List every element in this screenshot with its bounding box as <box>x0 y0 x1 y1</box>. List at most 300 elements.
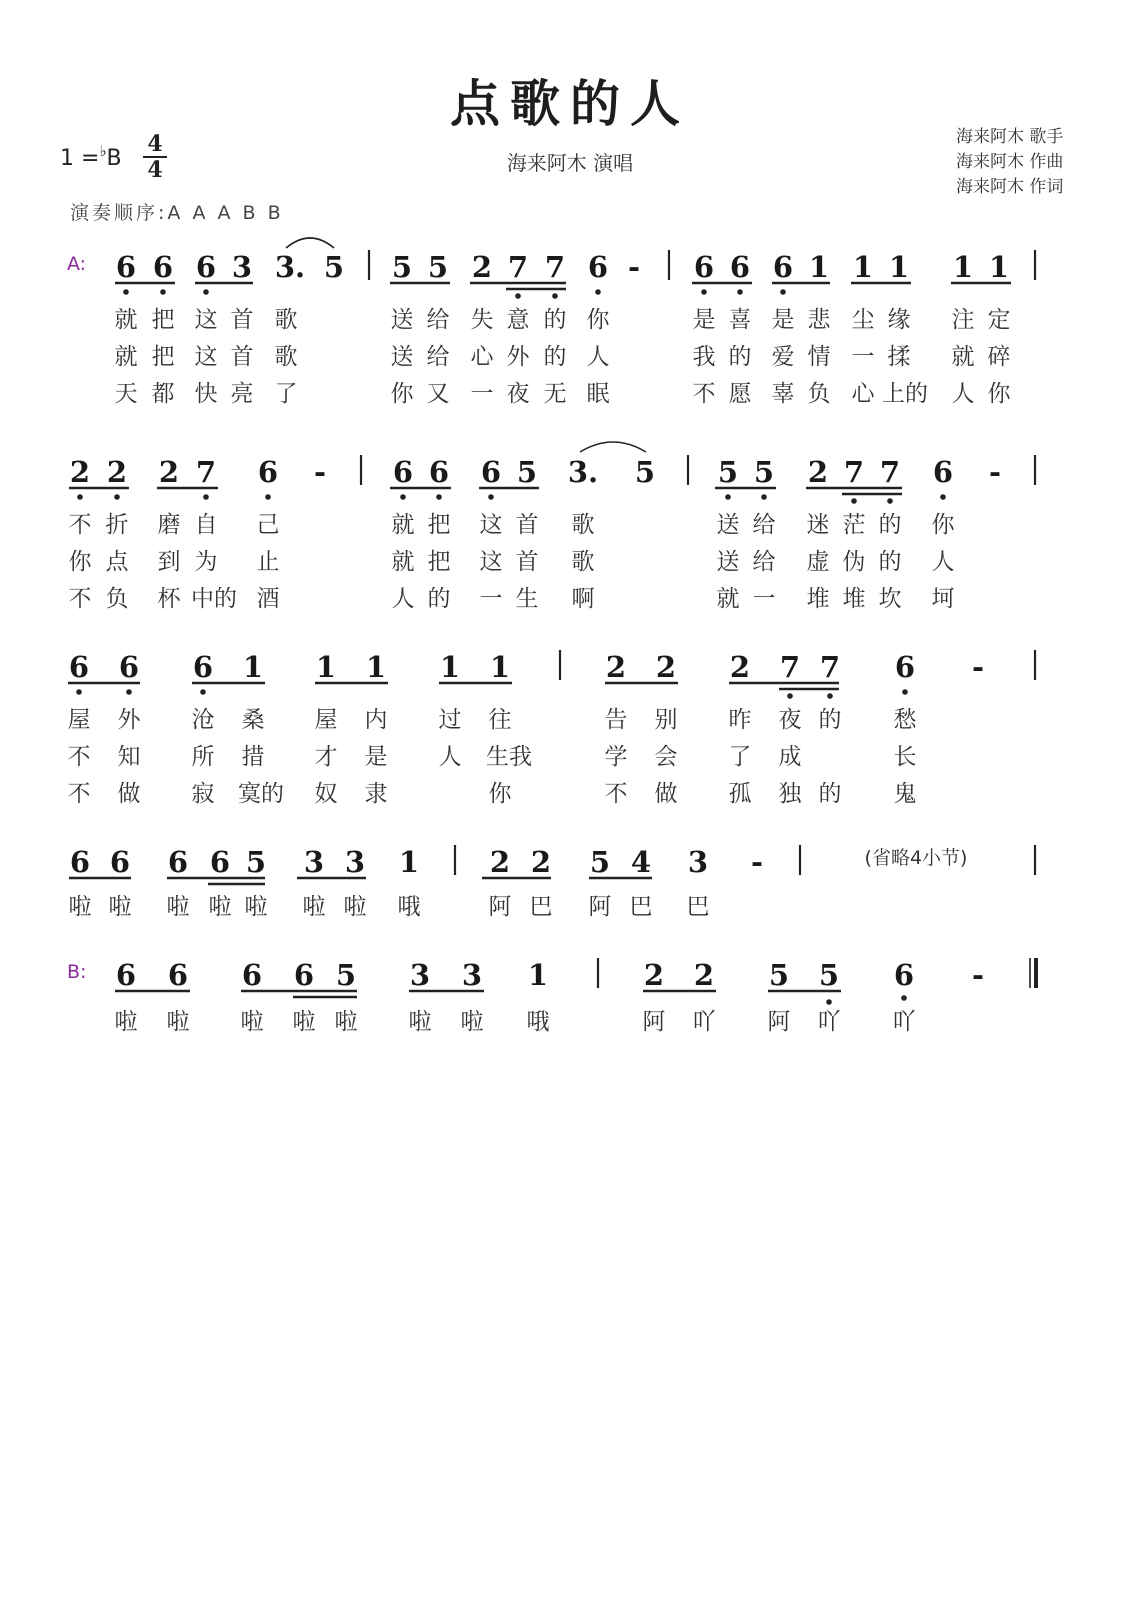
lyric: 磨 <box>157 512 181 538</box>
note: - <box>627 250 641 284</box>
lyric: 快 <box>194 381 218 407</box>
lyric: 杯 <box>157 586 181 612</box>
note: 7 <box>544 250 566 284</box>
lyric: 就 <box>951 344 975 370</box>
lyric: 负 <box>807 381 831 407</box>
lyric: 都 <box>151 381 175 407</box>
lyric: 就 <box>716 586 740 612</box>
octave-dot <box>595 289 601 295</box>
lyric: 情 <box>807 344 831 370</box>
note: 7 <box>819 650 841 684</box>
lyric: 注 <box>951 307 975 333</box>
octave-dot <box>265 494 271 500</box>
lyric: 不 <box>68 586 92 612</box>
octave-dot <box>436 494 442 500</box>
lyric: 就 <box>391 549 415 575</box>
lyric: 歌 <box>274 344 298 370</box>
octave-dot <box>887 498 893 504</box>
note: 3 <box>461 958 483 992</box>
note: 2 <box>489 845 511 879</box>
note: - <box>313 455 327 489</box>
note: 3 <box>687 845 709 879</box>
note: 6 <box>115 958 137 992</box>
lyric: 啦 <box>334 1009 358 1035</box>
key-note: B <box>106 146 122 171</box>
octave-dot <box>902 689 908 695</box>
lyric: 一 <box>479 586 503 612</box>
lyric: 啦 <box>208 894 232 920</box>
note: 6 <box>772 250 794 284</box>
lyric: 坎 <box>878 586 902 612</box>
lyric: 夜 <box>506 381 530 407</box>
lyric: 会 <box>654 744 678 770</box>
lyric: 了 <box>728 744 752 770</box>
note: 6 <box>587 250 609 284</box>
lyric: 到 <box>157 549 181 575</box>
lyric: 你 <box>586 307 610 333</box>
lyric: 巴 <box>529 894 553 920</box>
note: 3 <box>409 958 431 992</box>
octave-dot <box>851 498 857 504</box>
note: 6 <box>152 250 174 284</box>
lyric: 人 <box>931 549 955 575</box>
lyric: 定 <box>987 307 1011 333</box>
note: 6 <box>195 250 217 284</box>
lyric: 哦 <box>526 1009 550 1035</box>
octave-dot <box>826 999 832 1005</box>
octave-dot <box>901 995 907 1001</box>
lyric: 把 <box>151 307 175 333</box>
lyric: 生我 <box>486 744 532 770</box>
octave-dot <box>488 494 494 500</box>
lyric: 歌 <box>274 307 298 333</box>
lyric: 一 <box>752 586 776 612</box>
lyric: 是 <box>692 307 716 333</box>
note: 5 <box>427 250 449 284</box>
lyric: 啦 <box>240 1009 264 1035</box>
note: - <box>988 455 1002 489</box>
note: 6 <box>293 958 315 992</box>
lyric: 生 <box>515 586 539 612</box>
lyric: 啦 <box>343 894 367 920</box>
lyric: 缘 <box>887 307 911 333</box>
lyric: 把 <box>427 512 451 538</box>
slur <box>580 442 646 452</box>
lyric: 就 <box>114 344 138 370</box>
lyric: 别 <box>654 707 678 733</box>
lyric: 人 <box>951 381 975 407</box>
lyric: 不 <box>692 381 716 407</box>
time-numerator: 4 <box>147 131 163 157</box>
note: 1 <box>888 250 910 284</box>
time-denominator: 4 <box>143 156 167 182</box>
lyric: 首 <box>515 512 539 538</box>
lyric: 桑 <box>241 707 265 733</box>
lyric: 知 <box>117 744 141 770</box>
lyric: 昨 <box>728 707 752 733</box>
section-label-a: A: <box>67 253 87 275</box>
lyric: 这 <box>479 512 503 538</box>
note: 2 <box>693 958 715 992</box>
lyric: 外 <box>117 707 141 733</box>
lyric: 无 <box>543 381 567 407</box>
note: 6 <box>480 455 502 489</box>
lyric: 是 <box>364 744 388 770</box>
note: 2 <box>729 650 751 684</box>
lyric: 茫 <box>842 512 866 538</box>
flat-icon: ♭ <box>99 142 107 160</box>
lyric: 中的 <box>191 586 237 612</box>
rest-note: (省略4小节) <box>864 847 968 869</box>
lyric: 点 <box>105 549 129 575</box>
note: 2 <box>643 958 665 992</box>
note: 7 <box>507 250 529 284</box>
lyric: 尘 <box>851 307 875 333</box>
lyric: 不 <box>67 781 91 807</box>
note: 6 <box>428 455 450 489</box>
lyric: 成 <box>778 744 802 770</box>
lyric: 碎 <box>987 344 1011 370</box>
note: 4 <box>630 845 652 879</box>
lyric: 学 <box>604 744 628 770</box>
lyric: 把 <box>427 549 451 575</box>
note: 1 <box>952 250 974 284</box>
lyric: 啦 <box>408 1009 432 1035</box>
lyric: 孤 <box>728 781 752 807</box>
lyric: 人 <box>586 344 610 370</box>
lyric: 告 <box>604 707 628 733</box>
lyric: 屋 <box>314 707 338 733</box>
lyric: 爱 <box>771 344 795 370</box>
note: 2 <box>530 845 552 879</box>
lyric: 己 <box>256 512 280 538</box>
note: 6 <box>893 958 915 992</box>
lyric: 我 <box>692 344 716 370</box>
lyric: 自 <box>194 512 218 538</box>
lyric: 你 <box>931 512 955 538</box>
lyric: 过 <box>438 707 462 733</box>
lyric: 阿 <box>767 1009 791 1035</box>
octave-dot <box>160 289 166 295</box>
slur <box>286 238 334 248</box>
note: 1 <box>439 650 461 684</box>
lyric: 做 <box>117 781 141 807</box>
lyric: 长 <box>893 744 917 770</box>
lyric: 你 <box>488 781 512 807</box>
octave-dot <box>552 293 558 299</box>
credit-singer: 海来阿木 歌手 <box>956 127 1064 147</box>
lyric: 啦 <box>108 894 132 920</box>
octave-dot <box>761 494 767 500</box>
credit-composer: 海来阿木 作曲 <box>956 152 1064 172</box>
note: 6 <box>693 250 715 284</box>
lyric: 给 <box>752 512 776 538</box>
note: 2 <box>158 455 180 489</box>
lyric: 就 <box>391 512 415 538</box>
lyric: 止 <box>256 549 280 575</box>
lyric: 堆 <box>842 586 866 612</box>
lyric: 歌 <box>571 512 595 538</box>
lyric: 首 <box>515 549 539 575</box>
note: 6 <box>257 455 279 489</box>
lyric: 内 <box>364 707 388 733</box>
note: 6 <box>69 845 91 879</box>
lyric: 送 <box>390 344 414 370</box>
note: 5 <box>589 845 611 879</box>
lyric: 你 <box>987 381 1011 407</box>
lyric: 的 <box>818 781 842 807</box>
lyric: 巴 <box>629 894 653 920</box>
note: 2 <box>471 250 493 284</box>
note: 7 <box>879 455 901 489</box>
lyric: 吖 <box>692 1009 716 1035</box>
lyric: 揉 <box>887 344 911 370</box>
lyric: 屋 <box>67 707 91 733</box>
note: 1 <box>852 250 874 284</box>
lyric: 一 <box>851 344 875 370</box>
lyric: 人 <box>391 586 415 612</box>
lyric: 一 <box>470 381 494 407</box>
note: 5 <box>818 958 840 992</box>
lyric: 啦 <box>166 1009 190 1035</box>
note: 3 <box>303 845 325 879</box>
note: 7 <box>843 455 865 489</box>
lyric: 的 <box>728 344 752 370</box>
lyric: 愿 <box>728 381 752 407</box>
note: 1 <box>365 650 387 684</box>
octave-dot <box>515 293 521 299</box>
lyric: 不 <box>604 781 628 807</box>
lyric: 折 <box>105 512 129 538</box>
octave-dot <box>77 494 83 500</box>
note: - <box>971 958 985 992</box>
lyric: 亮 <box>230 381 254 407</box>
note: 3. <box>567 455 599 489</box>
lyric: 啦 <box>244 894 268 920</box>
lyric: 的 <box>878 512 902 538</box>
lyric: 眠 <box>586 381 610 407</box>
octave-dot <box>940 494 946 500</box>
lyric: 心 <box>851 381 875 407</box>
note: 1 <box>808 250 830 284</box>
note: 1 <box>527 958 549 992</box>
performance-order-label: 演奏顺序: <box>70 202 168 224</box>
lyric: 独 <box>778 781 802 807</box>
lyric: 做 <box>654 781 678 807</box>
lyric: 啦 <box>302 894 326 920</box>
lyric: 隶 <box>364 781 388 807</box>
lyric: 酒 <box>256 586 280 612</box>
note: 5 <box>323 250 345 284</box>
note: 6 <box>932 455 954 489</box>
note: 2 <box>605 650 627 684</box>
lyric: 哦 <box>397 894 421 920</box>
note: 3. <box>274 250 306 284</box>
lyric: 又 <box>426 381 450 407</box>
lyric: 送 <box>716 512 740 538</box>
lyric: 喜 <box>728 307 752 333</box>
octave-dot <box>203 289 209 295</box>
performance-order-value: A A A B B <box>167 202 284 224</box>
lyric: 巴 <box>686 894 710 920</box>
lyric: 堆 <box>806 586 830 612</box>
note: 6 <box>209 845 231 879</box>
octave-dot <box>203 494 209 500</box>
lyric: 意 <box>506 307 530 333</box>
octave-dot <box>200 689 206 695</box>
note: 5 <box>753 455 775 489</box>
note: 1 <box>988 250 1010 284</box>
lyric: 阿 <box>588 894 612 920</box>
lyric: 心 <box>470 344 494 370</box>
credit-lyricist: 海来阿木 作词 <box>956 177 1064 197</box>
lyric: 不 <box>67 744 91 770</box>
note: 1 <box>489 650 511 684</box>
note: 7 <box>195 455 217 489</box>
lyric: 这 <box>194 307 218 333</box>
lyric: 坷 <box>931 586 955 612</box>
lyric: 阿 <box>488 894 512 920</box>
note: 6 <box>118 650 140 684</box>
note: 1 <box>242 650 264 684</box>
note: 6 <box>68 650 90 684</box>
note: 6 <box>109 845 131 879</box>
lyric: 寂 <box>191 781 215 807</box>
lyric: 寞的 <box>238 781 284 807</box>
lyric: 啦 <box>292 1009 316 1035</box>
lyric: 的 <box>543 307 567 333</box>
note: 5 <box>391 250 413 284</box>
key-equals: = <box>81 146 100 171</box>
lyric: 夜 <box>778 707 802 733</box>
lyric: 把 <box>151 344 175 370</box>
octave-dot <box>737 289 743 295</box>
octave-dot <box>701 289 707 295</box>
note: 2 <box>69 455 91 489</box>
lyric: 失 <box>470 307 494 333</box>
key-one: 1 <box>60 146 74 171</box>
lyric: 人 <box>438 744 462 770</box>
note: 6 <box>729 250 751 284</box>
note: 6 <box>894 650 916 684</box>
lyric: 给 <box>426 344 450 370</box>
lyric: 的 <box>427 586 451 612</box>
note: 5 <box>768 958 790 992</box>
note: 6 <box>241 958 263 992</box>
lyric: 的 <box>878 549 902 575</box>
note: 6 <box>167 845 189 879</box>
lyric: 首 <box>230 344 254 370</box>
lyric: 是 <box>771 307 795 333</box>
lyric: 这 <box>479 549 503 575</box>
note: 5 <box>717 455 739 489</box>
lyric: 歌 <box>571 549 595 575</box>
note: 2 <box>807 455 829 489</box>
note: 5 <box>516 455 538 489</box>
lyric: 虚 <box>806 549 830 575</box>
octave-dot <box>126 689 132 695</box>
lyric: 吖 <box>817 1009 841 1035</box>
lyric: 的 <box>543 344 567 370</box>
note: 6 <box>115 250 137 284</box>
octave-dot <box>400 494 406 500</box>
lyric: 往 <box>488 707 512 733</box>
lyric: 送 <box>390 307 414 333</box>
octave-dot <box>114 494 120 500</box>
lyric: 愁 <box>893 707 917 733</box>
note: 1 <box>315 650 337 684</box>
note: 3 <box>231 250 253 284</box>
note: 5 <box>245 845 267 879</box>
lyric: 啦 <box>68 894 92 920</box>
lyric: 就 <box>114 307 138 333</box>
octave-dot <box>123 289 129 295</box>
lyric: 这 <box>194 344 218 370</box>
lyric: 啊 <box>571 586 595 612</box>
note: 5 <box>634 455 656 489</box>
note: 6 <box>392 455 414 489</box>
note: 3 <box>344 845 366 879</box>
lyric: 啦 <box>114 1009 138 1035</box>
note: 6 <box>167 958 189 992</box>
lyric: 外 <box>506 344 530 370</box>
note: 5 <box>335 958 357 992</box>
singer-credit: 海来阿木 演唱 <box>506 151 634 175</box>
octave-dot <box>725 494 731 500</box>
lyric: 辜 <box>771 381 795 407</box>
lyric: 才 <box>314 744 338 770</box>
lyric: 啦 <box>460 1009 484 1035</box>
lyric: 所 <box>191 744 215 770</box>
lyric: 的 <box>818 707 842 733</box>
lyric: 伪 <box>842 549 866 575</box>
octave-dot <box>827 693 833 699</box>
note: 2 <box>106 455 128 489</box>
octave-dot <box>76 689 82 695</box>
note: 7 <box>779 650 801 684</box>
lyric: 鬼 <box>893 781 917 807</box>
lyric: 为 <box>194 549 218 575</box>
lyric: 不 <box>68 512 92 538</box>
octave-dot <box>780 289 786 295</box>
lyric: 迷 <box>806 512 830 538</box>
section-label-b: B: <box>67 961 87 983</box>
note: 1 <box>398 845 420 879</box>
note: - <box>750 845 764 879</box>
lyric: 上的 <box>882 381 928 407</box>
octave-dot <box>787 693 793 699</box>
lyric: 首 <box>230 307 254 333</box>
lyric: 阿 <box>642 1009 666 1035</box>
lyric: 送 <box>716 549 740 575</box>
lyric: 沧 <box>191 707 215 733</box>
lyric: 你 <box>390 381 414 407</box>
song-title: 点歌的人 <box>450 75 690 133</box>
note: - <box>971 650 985 684</box>
lyric: 悲 <box>807 307 831 333</box>
lyric: 啦 <box>166 894 190 920</box>
lyric: 措 <box>241 744 265 770</box>
note: 6 <box>192 650 214 684</box>
lyric: 吖 <box>892 1009 916 1035</box>
lyric: 奴 <box>314 781 338 807</box>
lyric: 了 <box>274 381 298 407</box>
lyric: 负 <box>105 586 129 612</box>
lyric: 你 <box>68 549 92 575</box>
lyric: 给 <box>752 549 776 575</box>
lyric: 天 <box>114 381 138 407</box>
lyric: 给 <box>426 307 450 333</box>
